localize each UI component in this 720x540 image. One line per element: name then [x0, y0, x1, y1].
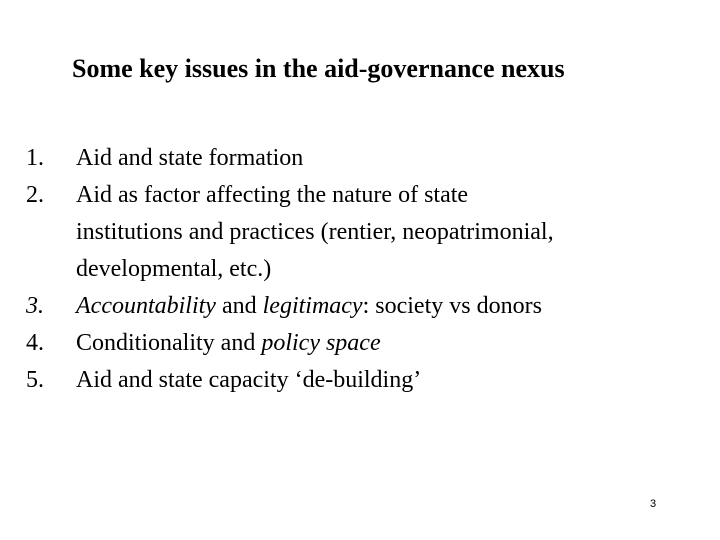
connector-and: and [215, 293, 263, 319]
list-item-4 [26, 325, 686, 362]
list-text-2-line-3: developmental, etc.) [76, 256, 272, 282]
list-number-4: 4. [26, 330, 44, 356]
term-policy-space: policy space [261, 330, 381, 356]
list-text-3 [76, 288, 686, 325]
list-text-5: Aid and state capacity ‘de-building’ [76, 367, 422, 393]
list-text-3-rest: : society vs donors [362, 293, 542, 319]
list-number-2: 2. [26, 182, 44, 208]
list-item-5 [26, 362, 686, 399]
list-text-4 [76, 325, 686, 362]
page-number: 3 [650, 498, 657, 510]
list-number-3: 3. [26, 293, 44, 319]
list-item-2 [26, 177, 686, 288]
term-accountability: Accountability [76, 293, 216, 319]
list-item-1 [26, 140, 686, 177]
list-text-4-main: Conditionality and [76, 330, 262, 356]
list-text-1: Aid and state formation [76, 145, 304, 171]
list-text-2-line-1: Aid as factor affecting the nature of state [76, 182, 469, 208]
list-item-3 [26, 288, 686, 325]
issue-list [26, 140, 686, 399]
list-text-2 [76, 177, 686, 288]
list-number-5: 5. [26, 367, 44, 393]
term-legitimacy: legitimacy [262, 293, 363, 319]
slide-title: Some key issues in the aid-governance nexus [72, 54, 565, 83]
list-number-1: 1. [26, 145, 44, 171]
list-text-2-line-2: institutions and practices (rentier, neopatrimonial, [76, 219, 554, 245]
